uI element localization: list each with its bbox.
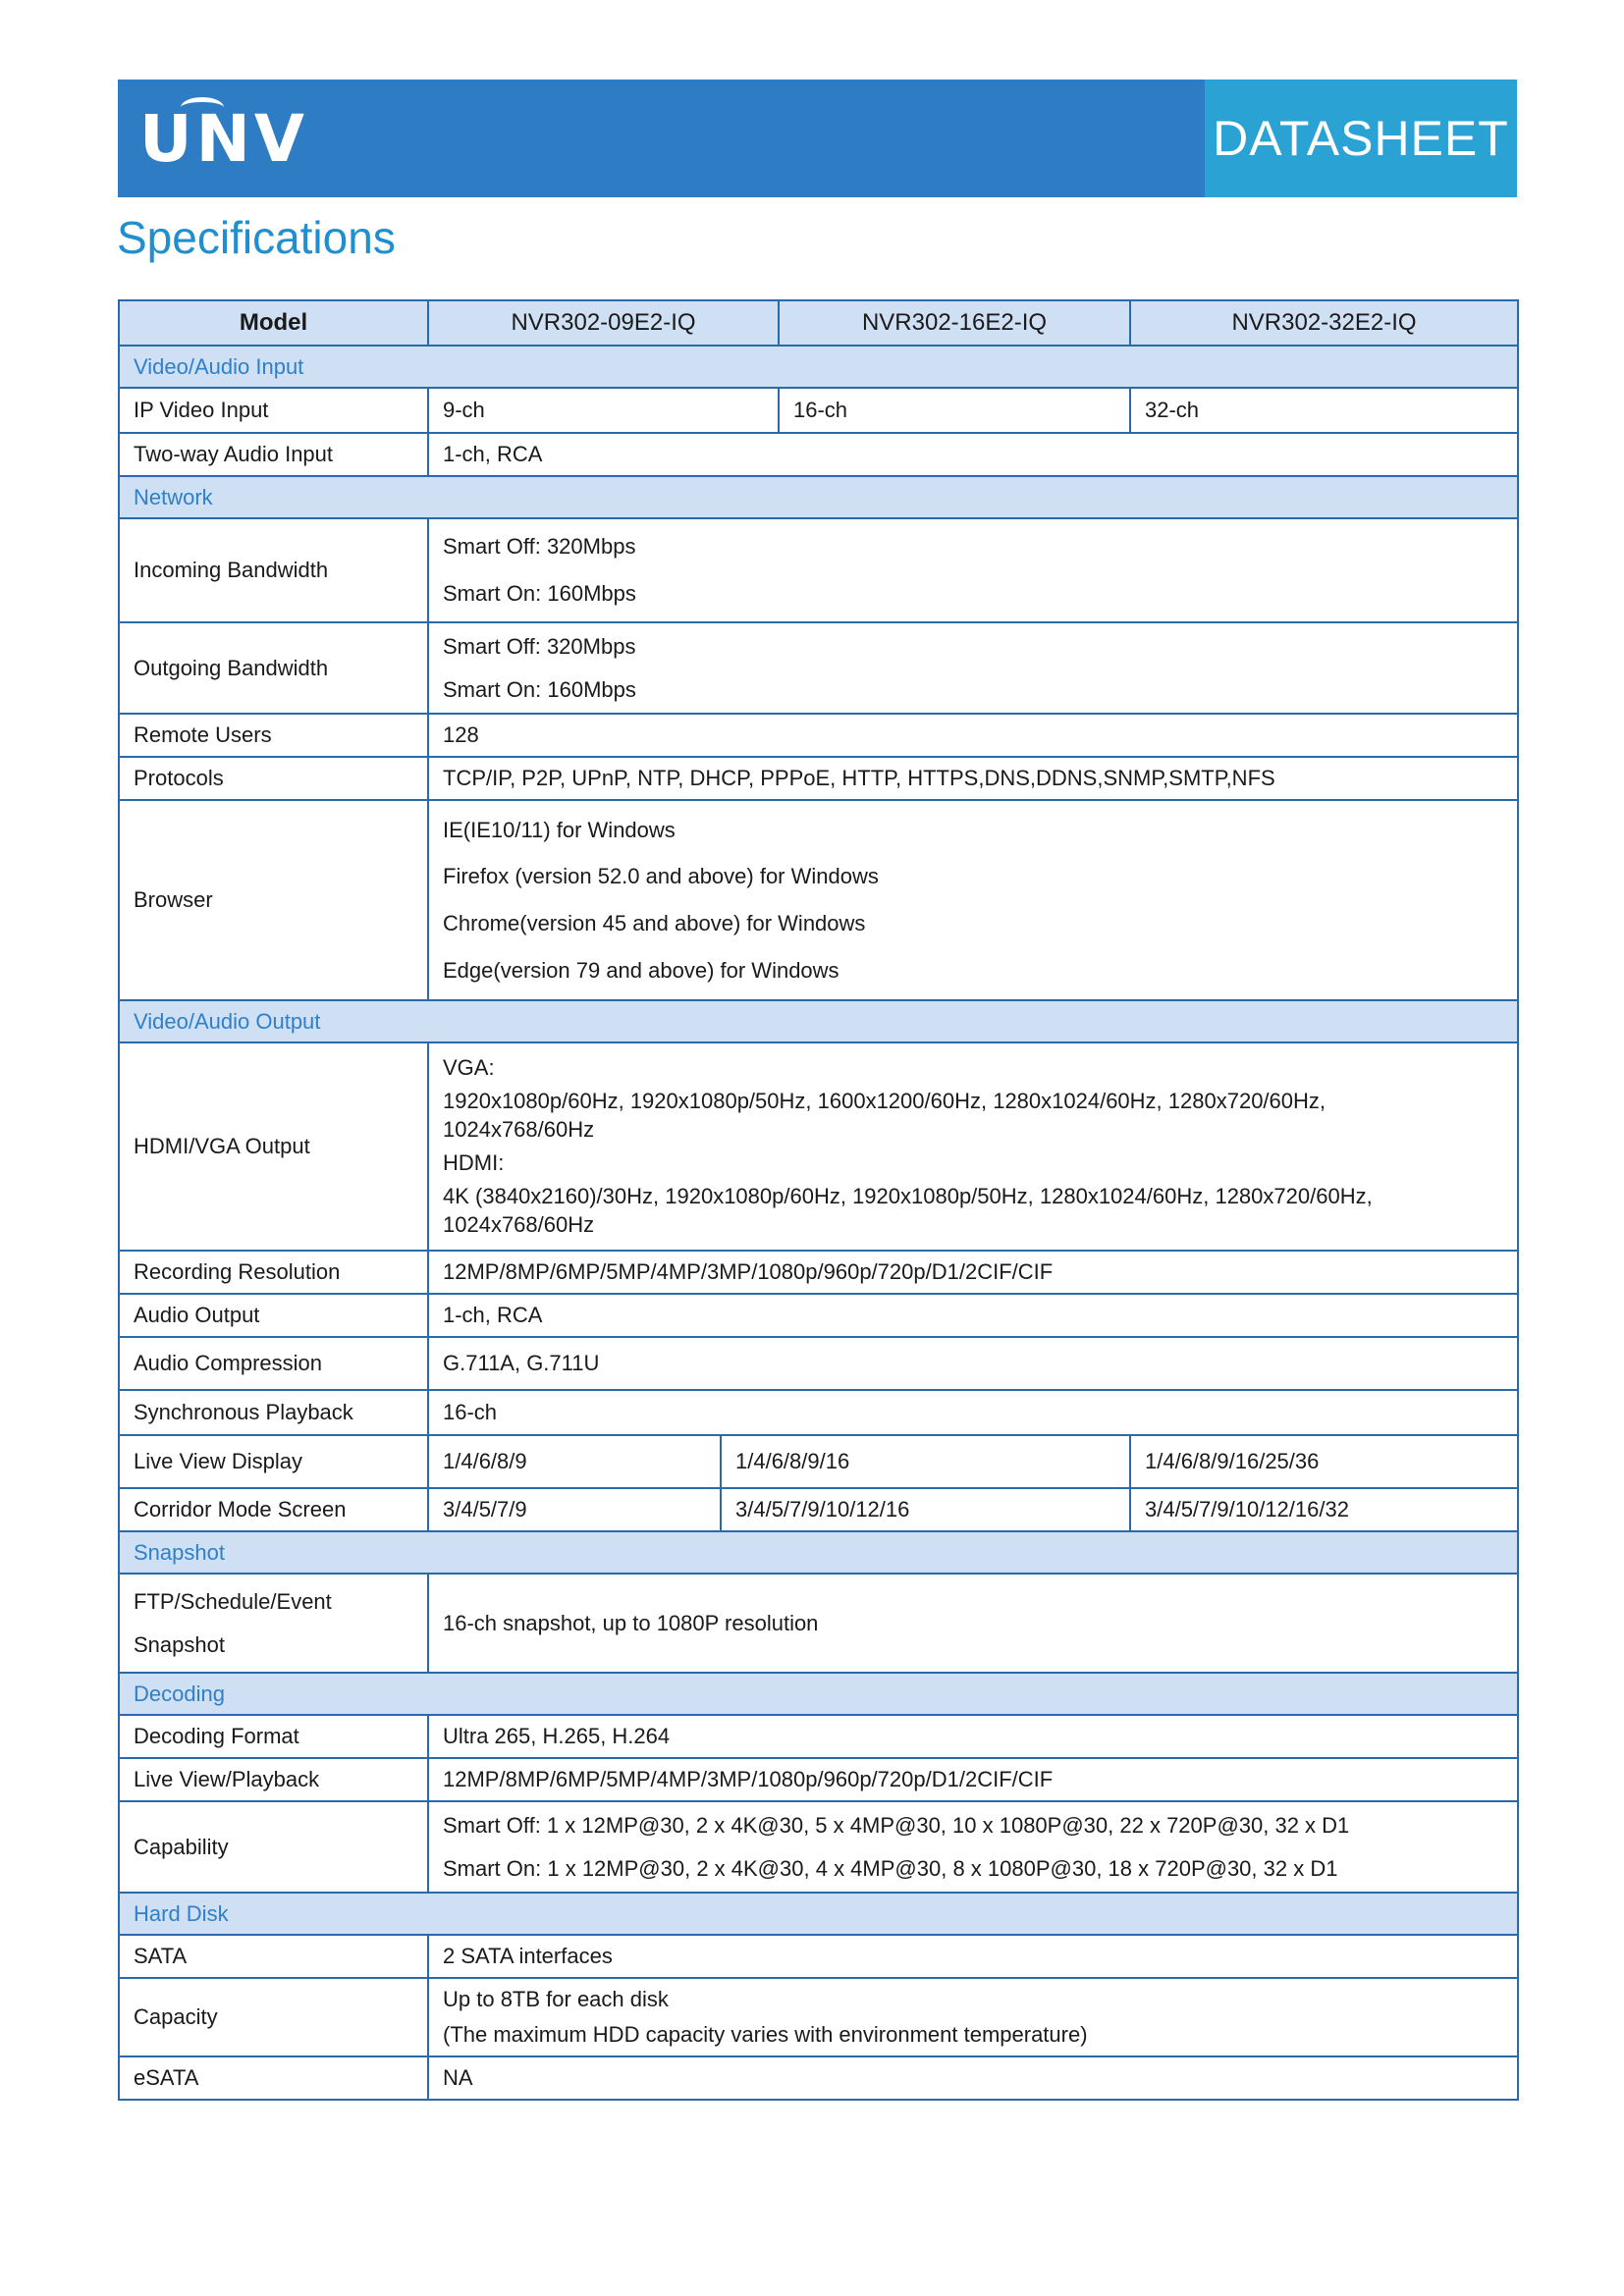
row-label: Recording Resolution bbox=[119, 1251, 428, 1294]
value-line: (The maximum HDD capacity varies with environment temperature) bbox=[443, 2022, 1088, 2047]
row-value: 3/4/5/7/9/10/12/16/32 bbox=[1130, 1488, 1518, 1531]
row-value: TCP/IP, P2P, UPnP, NTP, DHCP, PPPoE, HTTP, HTTPS,DNS,DDNS,SNMP,SMTP,NFS bbox=[428, 757, 1518, 800]
brand-logo: UNV bbox=[139, 101, 308, 177]
table-row bbox=[119, 433, 1518, 476]
row-label: Synchronous Playback bbox=[119, 1390, 428, 1435]
row-label: Capacity bbox=[119, 1978, 428, 2056]
section-row bbox=[119, 476, 1518, 518]
value-line: Smart Off: 1 x 12MP@30, 2 x 4K@30, 5 x 4MP@30, 10 x 1080P@30, 22 x 720P@30, 32 x D1 bbox=[443, 1812, 1350, 1838]
table-row bbox=[119, 622, 1518, 714]
label-line: Snapshot bbox=[134, 1631, 225, 1657]
section-row bbox=[119, 1531, 1518, 1574]
row-value: 12MP/8MP/6MP/5MP/4MP/3MP/1080p/960p/720p/D1/2CIF/CIF bbox=[428, 1251, 1518, 1294]
row-value: 3/4/5/7/9 bbox=[428, 1488, 721, 1531]
row-value-split bbox=[428, 388, 1130, 433]
value-line: 4K (3840x2160)/30Hz, 1920x1080p/60Hz, 1920x1080p/50Hz, 1280x1024/60Hz, 1280x720/60Hz, bbox=[443, 1183, 1373, 1208]
value-line: Firefox (version 52.0 and above) for Windows bbox=[443, 864, 879, 889]
header-banner bbox=[118, 80, 1517, 197]
row-label: Corridor Mode Screen bbox=[119, 1488, 428, 1531]
value-line: 1024x768/60Hz bbox=[443, 1212, 595, 1238]
row-value: 2 SATA interfaces bbox=[428, 1935, 1518, 1978]
section-row bbox=[119, 1673, 1518, 1715]
table-row bbox=[119, 1294, 1518, 1337]
section-title: Snapshot bbox=[119, 1531, 1518, 1574]
value-line: Chrome(version 45 and above) for Windows bbox=[443, 911, 866, 935]
table-row bbox=[119, 1935, 1518, 1978]
section-title: Video/Audio Output bbox=[119, 1000, 1518, 1042]
table-row bbox=[119, 1251, 1518, 1294]
value-line: Smart Off: 320Mbps bbox=[443, 534, 636, 560]
row-label: Audio Compression bbox=[119, 1337, 428, 1390]
section-title: Decoding bbox=[119, 1673, 1518, 1715]
value-line: Smart On: 160Mbps bbox=[443, 676, 636, 702]
row-value: NA bbox=[428, 2056, 1518, 2100]
row-label: Capability bbox=[119, 1801, 428, 1893]
value-line: Edge(version 79 and above) for Windows bbox=[443, 957, 839, 983]
table-row bbox=[119, 1715, 1518, 1758]
model-name: NVR302-16E2-IQ bbox=[779, 300, 1130, 346]
model-name: NVR302-09E2-IQ bbox=[428, 300, 779, 346]
table-row bbox=[119, 1758, 1518, 1801]
row-label: Browser bbox=[119, 800, 428, 1000]
row-value: 1-ch, RCA bbox=[428, 1294, 1518, 1337]
row-value: 9-ch bbox=[429, 389, 780, 432]
row-label bbox=[119, 1574, 428, 1673]
table-row bbox=[119, 2056, 1518, 2100]
row-label: Remote Users bbox=[119, 714, 428, 757]
section-title: Network bbox=[119, 476, 1518, 518]
row-label: Audio Output bbox=[119, 1294, 428, 1337]
row-value: 1/4/6/8/9 bbox=[428, 1435, 721, 1488]
table-row bbox=[119, 1337, 1518, 1390]
row-value: 12MP/8MP/6MP/5MP/4MP/3MP/1080p/960p/720p/D1/2CIF/CIF bbox=[428, 1758, 1518, 1801]
value-line: Up to 8TB for each disk bbox=[443, 1987, 669, 2012]
row-value bbox=[428, 1801, 1518, 1893]
model-name: NVR302-32E2-IQ bbox=[1130, 300, 1518, 346]
table-row bbox=[119, 518, 1518, 622]
logo-area bbox=[118, 80, 1205, 197]
row-value bbox=[428, 622, 1518, 714]
row-label: Incoming Bandwidth bbox=[119, 518, 428, 622]
section-row bbox=[119, 1000, 1518, 1042]
row-value bbox=[428, 800, 1518, 1000]
table-row bbox=[119, 1042, 1518, 1251]
value-line: 1920x1080p/60Hz, 1920x1080p/50Hz, 1600x1200/60Hz, 1280x1024/60Hz, 1280x720/60Hz, bbox=[443, 1088, 1326, 1113]
section-title: Hard Disk bbox=[119, 1893, 1518, 1935]
table-row bbox=[119, 1488, 1518, 1531]
value-line: Smart Off: 320Mbps bbox=[443, 633, 636, 659]
table-row bbox=[119, 1390, 1518, 1435]
row-label: Live View Display bbox=[119, 1435, 428, 1488]
spec-table bbox=[118, 299, 1519, 2101]
row-label: SATA bbox=[119, 1935, 428, 1978]
table-row bbox=[119, 1801, 1518, 1893]
row-label: Decoding Format bbox=[119, 1715, 428, 1758]
table-row bbox=[119, 1978, 1518, 2056]
row-value: 1/4/6/8/9/16/25/36 bbox=[1130, 1435, 1518, 1488]
section-row bbox=[119, 346, 1518, 388]
label-line: FTP/Schedule/Event bbox=[134, 1588, 332, 1614]
row-value: 32-ch bbox=[1130, 388, 1518, 433]
row-value: 1/4/6/8/9/16 bbox=[721, 1435, 1130, 1488]
page-title: Specifications bbox=[117, 212, 396, 263]
datasheet-badge: DATASHEET bbox=[1205, 80, 1517, 197]
section-row bbox=[119, 1893, 1518, 1935]
row-value: 16-ch bbox=[793, 398, 848, 423]
row-label: Live View/Playback bbox=[119, 1758, 428, 1801]
table-row bbox=[119, 714, 1518, 757]
row-value bbox=[428, 1978, 1518, 2056]
row-value bbox=[428, 1042, 1518, 1251]
row-label: HDMI/VGA Output bbox=[119, 1042, 428, 1251]
table-row bbox=[119, 388, 1518, 433]
row-value: 128 bbox=[428, 714, 1518, 757]
row-value: 16-ch snapshot, up to 1080P resolution bbox=[428, 1574, 1518, 1673]
row-label: eSATA bbox=[119, 2056, 428, 2100]
row-label: Outgoing Bandwidth bbox=[119, 622, 428, 714]
table-header-row bbox=[119, 300, 1518, 346]
row-value bbox=[428, 518, 1518, 622]
row-label: Two-way Audio Input bbox=[119, 433, 428, 476]
value-line: HDMI: bbox=[443, 1150, 505, 1175]
row-value: 1-ch, RCA bbox=[428, 433, 1518, 476]
row-label: IP Video Input bbox=[119, 388, 428, 433]
table-row bbox=[119, 1435, 1518, 1488]
row-value: 3/4/5/7/9/10/12/16 bbox=[721, 1488, 1130, 1531]
row-label: Protocols bbox=[119, 757, 428, 800]
table-row bbox=[119, 1574, 1518, 1673]
table-row bbox=[119, 757, 1518, 800]
value-line: IE(IE10/11) for Windows bbox=[443, 817, 676, 842]
section-title: Video/Audio Input bbox=[119, 346, 1518, 388]
row-value: 16-ch bbox=[428, 1390, 1518, 1435]
model-header: Model bbox=[119, 300, 428, 346]
value-line: Smart On: 160Mbps bbox=[443, 581, 636, 606]
row-value: Ultra 265, H.265, H.264 bbox=[428, 1715, 1518, 1758]
value-line: Smart On: 1 x 12MP@30, 2 x 4K@30, 4 x 4MP@30, 8 x 1080P@30, 18 x 720P@30, 32 x D1 bbox=[443, 1855, 1338, 1881]
row-value: G.711A, G.711U bbox=[428, 1337, 1518, 1390]
value-line: 1024x768/60Hz bbox=[443, 1117, 595, 1143]
value-line: VGA: bbox=[443, 1054, 495, 1080]
table-row bbox=[119, 800, 1518, 1000]
